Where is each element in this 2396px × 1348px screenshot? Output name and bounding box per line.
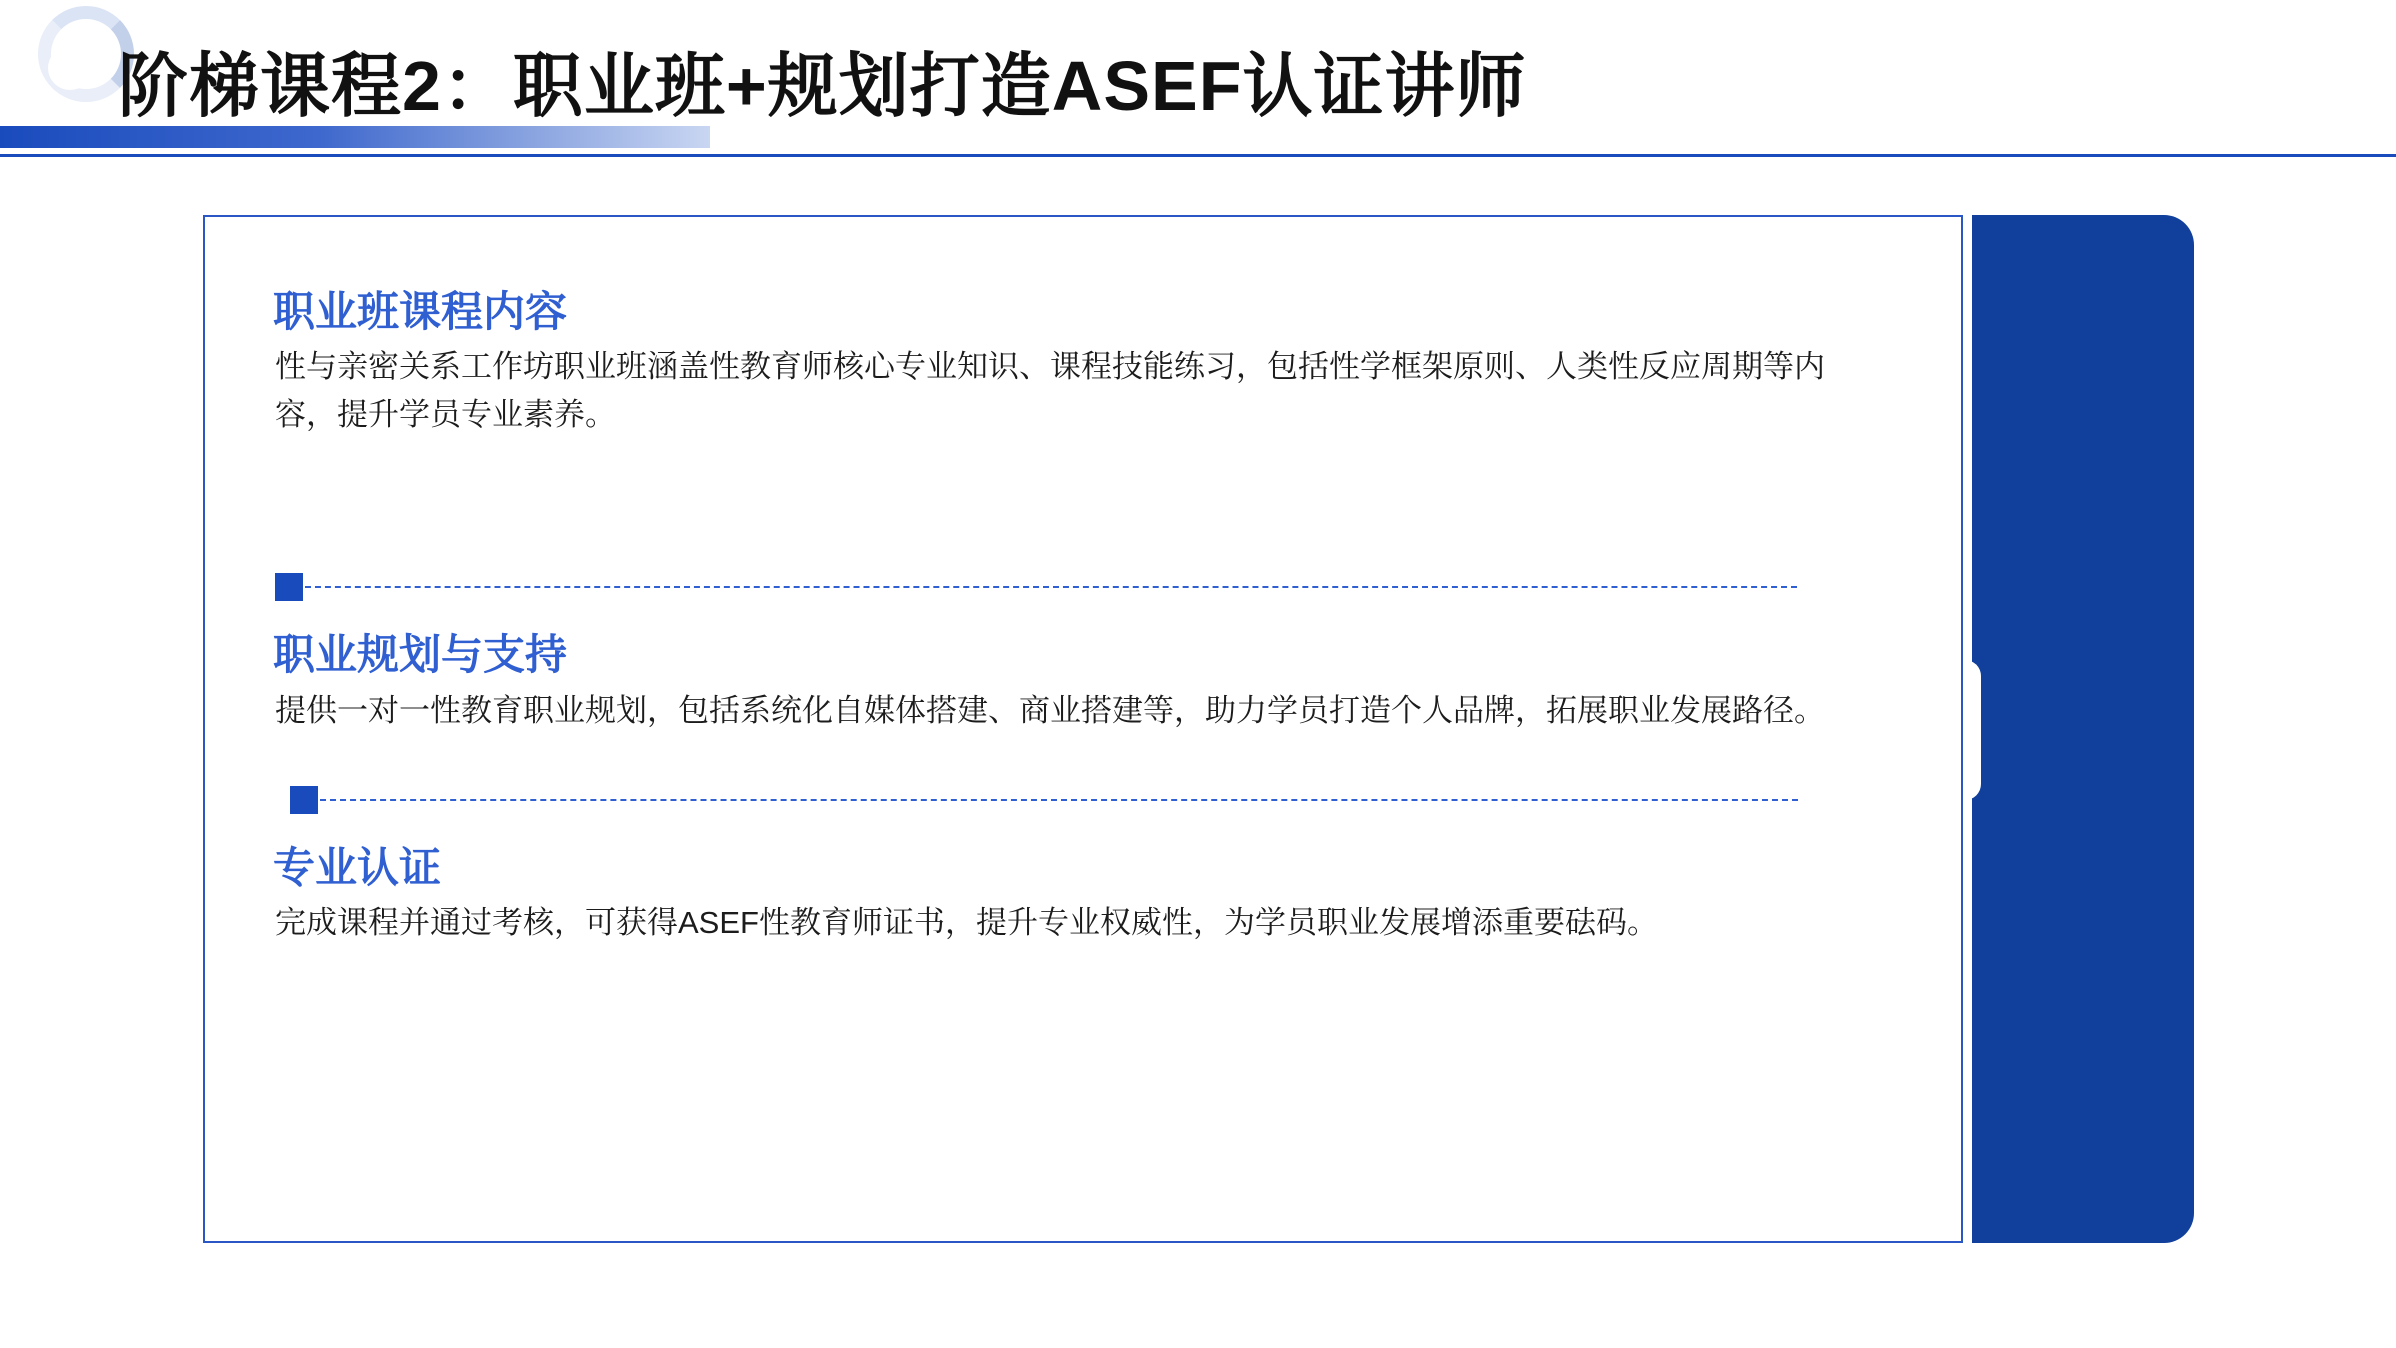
divider-square-icon (275, 573, 303, 601)
header-divider (0, 154, 2396, 157)
section-body-2: 提供一对一性教育职业规划，包括系统化自媒体搭建、商业搭建等，助力学员打造个人品牌，拓展职业发展路径。 (275, 693, 1825, 728)
section-heading-1: 职业班课程内容 (273, 288, 568, 335)
slide-header (0, 0, 2396, 160)
divider-dashed-line (320, 799, 1798, 801)
section-body-3: 完成课程并通过考核，可获得ASEF性教育师证书，提升专业权威性，为学员职业发展增添重要砝码。 (275, 905, 1658, 940)
divider-square-icon (290, 786, 318, 814)
decorative-ring-inner (48, 46, 92, 90)
right-accent-panel-notch (1965, 660, 1981, 800)
page-title: 阶梯课程2：职业班+规划打造ASEF认证讲师 (118, 47, 1527, 125)
right-accent-panel (1972, 215, 2194, 1243)
section-heading-3: 专业认证 (273, 844, 442, 891)
section-body-1: 性与亲密关系工作坊职业班涵盖性教育师核心专业知识、课程技能练习，包括性学框架原则、人类性反应周期等内容，提升学员专业素养。 (275, 349, 1825, 433)
divider-dashed-line (305, 586, 1797, 588)
content-card (203, 215, 1963, 1243)
section-heading-2: 职业规划与支持 (273, 631, 568, 678)
